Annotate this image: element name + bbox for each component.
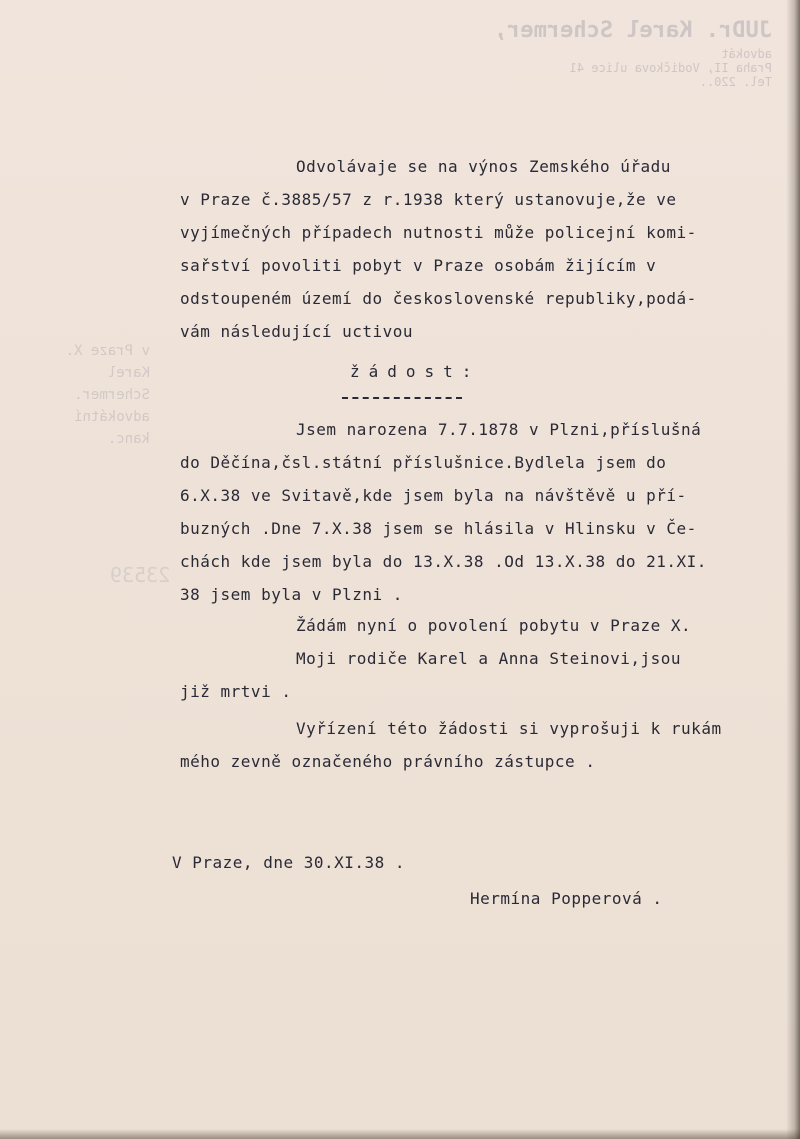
para2-line-3: 6.X.38 ve Svitavě,kde jsem byla na návštěvě u pří- (180, 486, 687, 505)
signature: Hermína Popperová . (470, 889, 663, 908)
letterhead-line-4: Tel. 220.. (699, 75, 772, 89)
page-edge-bottom (0, 1129, 800, 1139)
date-line: V Praze, dne 30.XI.38 . (172, 853, 406, 872)
reverse-side-bleedthrough: v Praze X. Karel Schermer. advokátní kanc. (65, 343, 150, 447)
para2-line-1: Jsem narozena 7.7.1878 v Plzni,příslušná (296, 420, 702, 439)
letterhead-line-1: JUDr. Karel Schermer, (493, 18, 772, 43)
para1-line-1: Odvolávaje se na výnos Zemského úřadu (296, 157, 671, 176)
para4-line-2: již mrtvi . (180, 682, 292, 701)
para1-line-6: vám následující uctivou (180, 322, 414, 341)
letterhead-line-2: advokát (721, 47, 772, 61)
para1-line-3: vyjímečných případech nutnosti může policejní komi- (180, 223, 697, 242)
reverse-number-bleedthrough: 23539 (110, 563, 171, 587)
para2-line-2: do Děčína,čsl.státní příslušnice.Bydlela jsem do (180, 453, 667, 472)
para5-line-2: mého zevně označeného právního zástupce . (180, 752, 596, 771)
para1-line-2: v Praze č.3885/57 z r.1938 který ustanovuje,že ve (180, 190, 677, 209)
para1-line-5: odstoupeném území do československé republiky,podá- (180, 289, 697, 308)
para4-line-1: Moji rodiče Karel a Anna Steinovi,jsou (296, 649, 682, 668)
title-underline (342, 397, 462, 399)
letterhead-stamp-bleedthrough (472, 18, 772, 89)
letterhead-line-3: Praha II, Vodičkova ulice 41 (569, 61, 772, 75)
document-title: žádost: (350, 362, 481, 381)
para5-line-1: Vyřízení této žádosti si vyprošuji k rukám (296, 719, 722, 738)
para2-line-5: chách kde jsem byla do 13.X.38 .Od 13.X.38 do 21.XI. (180, 552, 707, 571)
para3-line-1: Žádám nyní o povolení pobytu v Praze X. (296, 616, 692, 635)
para1-line-4: sařství povoliti pobyt v Praze osobám žijícím v (180, 256, 657, 275)
para2-line-6: 38 jsem byla v Plzni . (180, 585, 403, 604)
para2-line-4: buzných .Dne 7.X.38 jsem se hlásila v Hlinsku v Če- (180, 519, 697, 538)
page-edge-right (786, 0, 800, 1139)
